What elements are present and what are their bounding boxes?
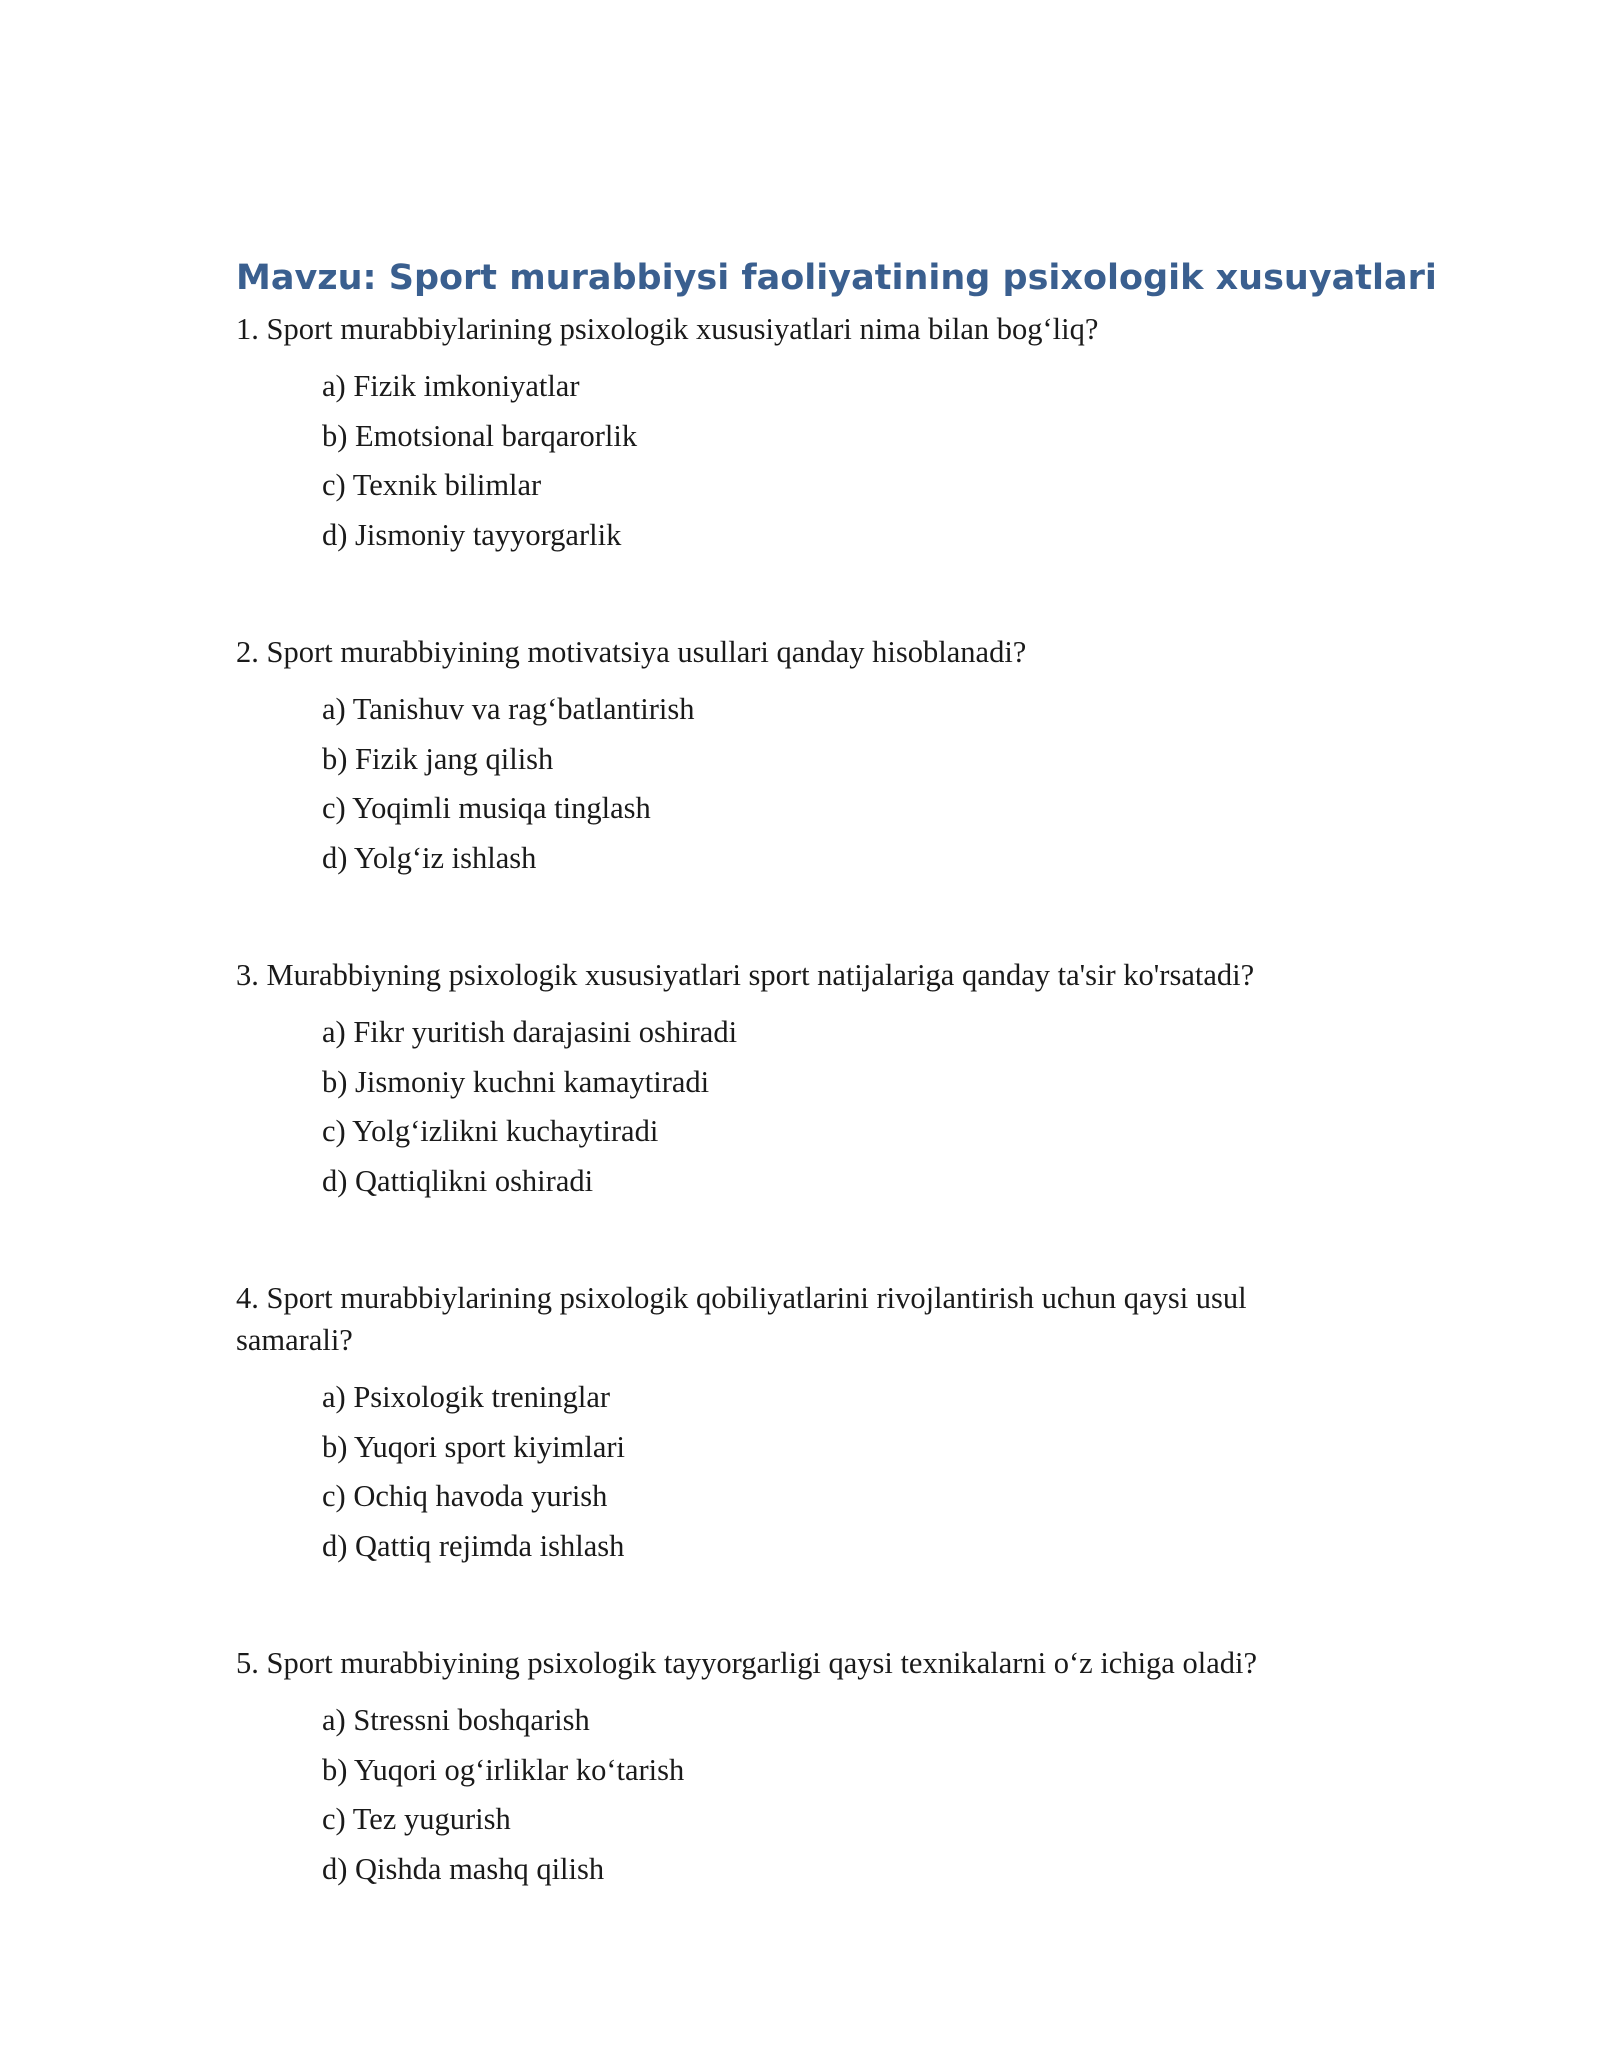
option-3b: b) Jismoniy kuchni kamaytiradi [322,1064,710,1099]
question-1-options [322,362,1322,560]
option-4c: c) Ochiq havoda yurish [322,1479,608,1513]
option-2c: c) Yoqimli musiqa tinglash [322,791,651,825]
option-1c: c) Texnik bilimlar [322,468,542,502]
option-3d: d) Qattiqlikni oshiradi [322,1163,594,1198]
option-4d: d) Qattiq rejimda ishlash [322,1528,625,1563]
question-1: 1. Sport murabbiylarining psixologik xususiyatlari nima bilan bog‘liq? [236,312,1099,346]
option-4b: b) Yuqori sport kiyimlari [322,1429,625,1464]
question-4-options [322,1373,1322,1571]
question-3-options [322,1008,1322,1206]
question-2-options [322,685,1322,883]
option-3a: a) Fikr yuritish darajasini oshiradi [322,1015,738,1049]
page-title: Mavzu: Sport murabbiysi faoliyatining psixologik xusuyatlari [236,258,1437,298]
question-4: 4. Sport murabbiylarining psixologik qobiliyatlarini rivojlantirish uchun qaysi usul samarali? [236,1281,1247,1357]
option-3c: c) Yolg‘izlikni kuchaytiradi [322,1114,659,1148]
option-1a: a) Fizik imkoniyatlar [322,369,580,403]
option-1b: b) Emotsional barqarorlik [322,418,638,453]
question-2: 2. Sport murabbiyining motivatsiya usullari qanday hisoblanadi? [236,635,1027,669]
question-3: 3. Murabbiyning psixologik xususiyatlari sport natijalariga qanday ta'sir ko'rsatadi? [236,958,1255,992]
question-5: 5. Sport murabbiyining psixologik tayyorgarligi qaysi texnikalarni o‘z ichiga oladi? [236,1646,1257,1680]
option-5d: d) Qishda mashq qilish [322,1851,605,1886]
option-4a: a) Psixologik treninglar [322,1380,611,1414]
option-1d: d) Jismoniy tayyorgarlik [322,517,622,552]
option-5a: a) Stressni boshqarish [322,1703,590,1737]
option-2a: a) Tanishuv va rag‘batlantirish [322,692,695,726]
option-5c: c) Tez yugurish [322,1802,511,1836]
option-2d: d) Yolg‘iz ishlash [322,840,537,875]
question-5-options [322,1696,1322,1894]
option-5b: b) Yuqori og‘irliklar ko‘tarish [322,1752,685,1787]
option-2b: b) Fizik jang qilish [322,741,554,776]
